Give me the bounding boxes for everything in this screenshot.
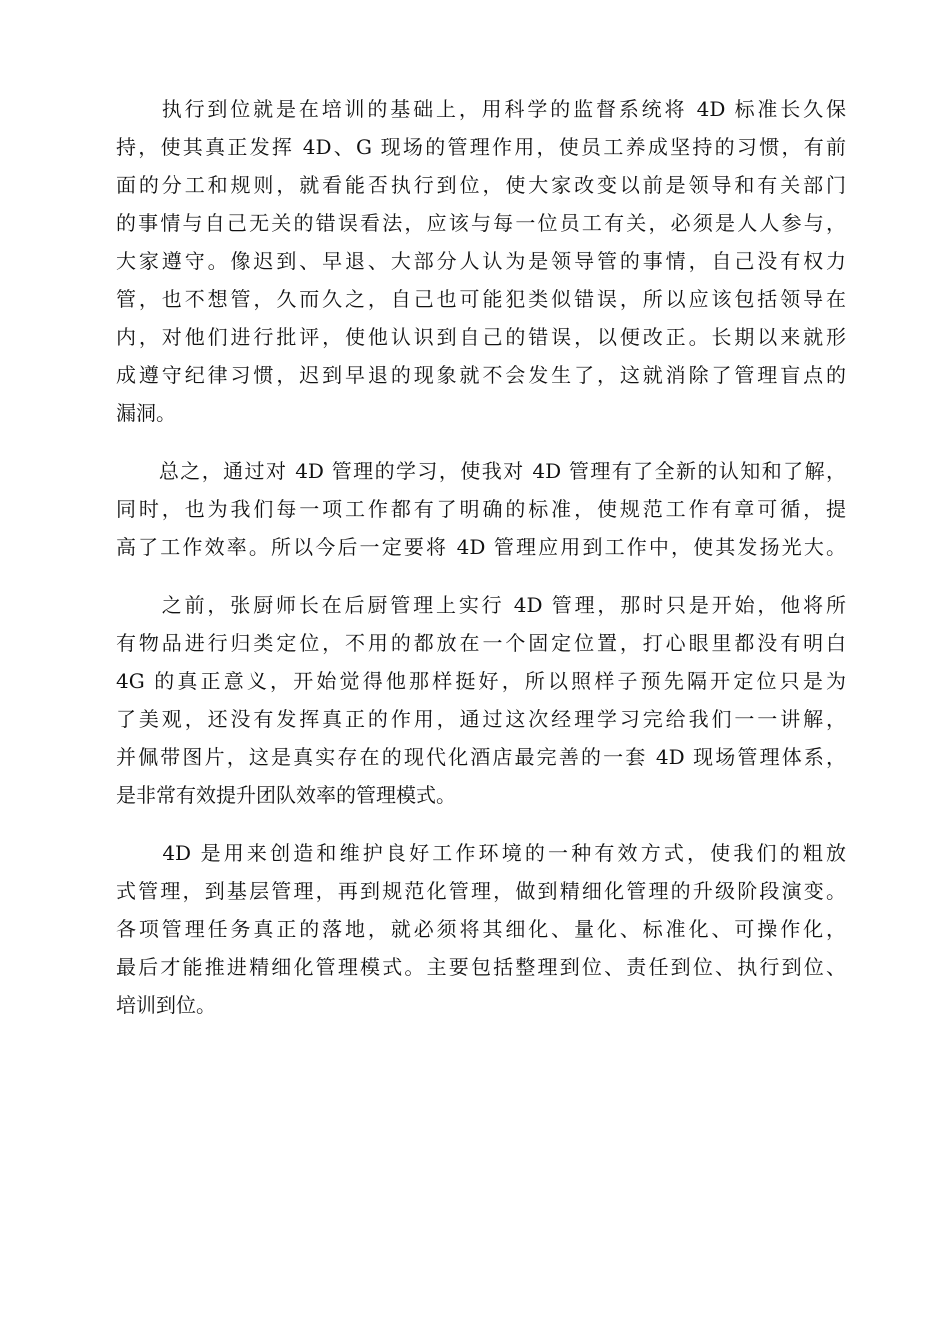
text-line: 4G 的真正意义，开始觉得他那样挺好，所以照样子预先隔开定位只是为 <box>116 669 846 693</box>
text-line: 内，对他们进行批评，使他认识到自己的错误，以便改正。长期以来就形 <box>116 325 846 349</box>
text-line: 最后才能推进精细化管理模式。主要包括整理到位、责任到位、执行到位、 <box>116 955 846 979</box>
text-line: 之前，张厨师长在后厨管理上实行 4D 管理，那时只是开始，他将所 <box>116 593 846 617</box>
text-line: 有物品进行归类定位，不用的都放在一个固定位置，打心眼里都没有明白 <box>116 631 846 655</box>
text-line: 培训到位。 <box>116 993 216 1017</box>
text-line: 同时，也为我们每一项工作都有了明确的标准，使规范工作有章可循，提 <box>116 497 846 521</box>
text-line: 了美观，还没有发挥真正的作用，通过这次经理学习完给我们一一讲解， <box>116 707 846 731</box>
text-line: 各项管理任务真正的落地，就必须将其细化、量化、标准化、可操作化， <box>116 917 846 941</box>
text-line: 面的分工和规则，就看能否执行到位，使大家改变以前是领导和有关部门 <box>116 173 846 197</box>
text-line: 持，使其真正发挥 4D、G 现场的管理作用，使员工养成坚持的习惯，有前 <box>116 135 846 159</box>
text-line: 高了工作效率。所以今后一定要将 4D 管理应用到工作中，使其发扬光大。 <box>116 535 846 559</box>
text-line: 式管理，到基层管理，再到规范化管理，做到精细化管理的升级阶段演变。 <box>116 879 846 903</box>
paragraph-chef <box>116 586 846 814</box>
text-line: 总之，通过对 4D 管理的学习，使我对 4D 管理有了全新的认知和了解， <box>116 459 846 483</box>
paragraph-4d-definition <box>116 834 846 1024</box>
text-line: 管，也不想管，久而久之，自己也可能犯类似错误，所以应该包括领导在 <box>116 287 846 311</box>
text-line: 执行到位就是在培训的基础上，用科学的监督系统将 4D 标准长久保 <box>116 97 846 121</box>
text-line: 成遵守纪律习惯，迟到早退的现象就不会发生了，这就消除了管理盲点的 <box>116 363 846 387</box>
text-line: 4D 是用来创造和维护良好工作环境的一种有效方式，使我们的粗放 <box>116 841 846 865</box>
text-line: 大家遵守。像迟到、早退、大部分人认为是领导管的事情，自己没有权力 <box>116 249 846 273</box>
document-body <box>116 90 846 1044</box>
text-line: 并佩带图片，这是真实存在的现代化酒店最完善的一套 4D 现场管理体系， <box>116 745 846 769</box>
paragraph-execution <box>116 90 846 432</box>
text-line: 是非常有效提升团队效率的管理模式。 <box>116 783 456 807</box>
text-line: 的事情与自己无关的错误看法，应该与每一位员工有关，必须是人人参与， <box>116 211 846 235</box>
text-line: 漏洞。 <box>116 401 176 425</box>
paragraph-summary <box>116 452 846 566</box>
